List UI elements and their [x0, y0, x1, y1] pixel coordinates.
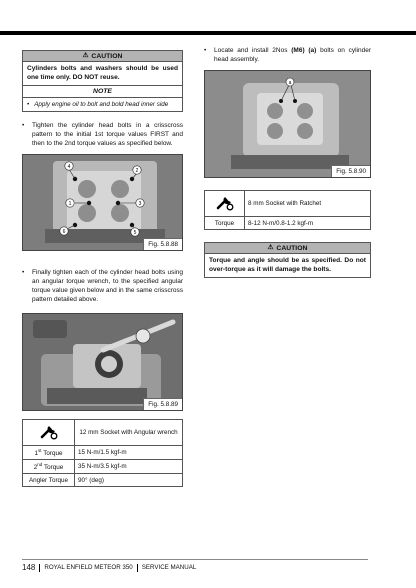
footer-brand: ROYAL ENFIELD METEOR 350 — [44, 564, 133, 571]
cylinder-head-photo — [23, 155, 183, 251]
callout-5: 5 — [133, 229, 137, 236]
tool-icon-cell — [23, 420, 75, 446]
angular-wrench-photo — [23, 314, 183, 411]
wrench-tool-icon — [215, 195, 235, 211]
bolt-torque-table — [204, 190, 371, 230]
caution-title: CAUTION — [276, 244, 308, 252]
ordinal-number: 1 — [34, 450, 39, 458]
step-tighten-crisscross — [22, 121, 183, 148]
torque-label — [23, 460, 75, 474]
torque-value: 15 N-m/1.5 kgf-m — [75, 446, 183, 460]
caution-header — [204, 242, 371, 254]
note-title: NOTE — [22, 86, 183, 98]
ordinal-suffix: nd — [37, 462, 43, 468]
tool-icon-cell — [205, 191, 245, 217]
warning-triangle-icon: ⚠ — [82, 51, 89, 59]
warning-triangle-icon: ⚠ — [267, 243, 274, 251]
torque-value: 35 N-m/3.5 kgf-m — [75, 460, 183, 474]
torque-label: Torque — [205, 217, 245, 230]
header-rule — [0, 31, 416, 35]
table-row — [23, 460, 183, 474]
caution-title: CAUTION — [91, 52, 123, 60]
right-column — [204, 46, 371, 278]
caution-box-top — [22, 50, 183, 112]
note-bullet: • — [27, 101, 30, 108]
step-angular-torque — [22, 268, 183, 304]
caution-header — [22, 50, 183, 62]
figure-m6-bolts — [204, 70, 371, 178]
step-text-pre: Locate and install 2Nos — [214, 47, 292, 54]
step-text — [214, 46, 371, 64]
step-text: Finally tighten each of the cylinder head bolts using an angular torque wrench, to the specified angular torque value given below and in the same crisscross pattern detailed above. — [32, 269, 183, 303]
caution-box-bottom — [204, 242, 371, 278]
footer-manual: SERVICE MANUAL — [141, 564, 197, 571]
caution-text: Torque and angle should be as specified. Do not over-torque as it will damage the bolts. — [204, 254, 371, 278]
torque-label — [23, 446, 75, 460]
step-text-post: bolts on cylinder head assembly. — [214, 47, 371, 63]
left-column — [22, 50, 183, 487]
figure-bolt-sequence — [22, 154, 183, 251]
torque-label-text: Angler Torque — [28, 476, 69, 484]
bullet-dot: • — [22, 269, 25, 276]
figure-caption: Fig. 5.8.89 — [143, 398, 182, 410]
figure-caption: Fig. 5.8.88 — [143, 238, 182, 250]
table-row — [23, 474, 183, 487]
callout-2: 2 — [135, 167, 139, 174]
callout-3: 3 — [138, 200, 142, 207]
caution-text: Cylinders bolts and washers should be used one time only. DO NOT reuse. — [22, 62, 183, 86]
callout-1: 1 — [68, 200, 72, 207]
table-row — [23, 446, 183, 460]
page-number: 148 — [22, 563, 36, 572]
footer-divider — [137, 564, 138, 572]
tool-name: 12 mm Socket with Angular wrench — [75, 420, 183, 446]
torque-label-text: Torque — [42, 464, 64, 472]
torque-spec-table — [22, 419, 183, 487]
torque-label — [23, 474, 75, 487]
step-text: Tighten the cylinder head bolts in a crisscross pattern to the initial 1st torque values FIRST and then to the 2nd torque values as specified below. — [32, 122, 183, 147]
page-footer — [22, 559, 368, 572]
figure-angular-wrench — [22, 313, 183, 411]
step-text-bold: (M6) (a) — [291, 47, 317, 54]
ordinal-suffix: st — [38, 448, 42, 453]
footer-divider — [39, 564, 40, 572]
wrench-tool-icon — [39, 424, 59, 440]
torque-value: 8-12 N-m/0.8-1.2 kgf-m — [245, 217, 371, 230]
note-text: Apply engine oil to bolt and bold head inner side — [34, 101, 169, 108]
step-install-bolts — [204, 46, 371, 64]
tool-name: 8 mm Socket with Ratchet — [245, 191, 371, 217]
callout-4: 4 — [67, 163, 71, 170]
bullet-dot: • — [204, 47, 207, 54]
figure-caption: Fig. 5.8.90 — [331, 165, 370, 177]
torque-label-text: Torque — [41, 450, 63, 458]
bullet-dot: • — [22, 122, 25, 129]
note-body — [22, 98, 183, 112]
ordinal-number: 2 — [33, 464, 38, 472]
callout-a: a — [288, 79, 292, 86]
table-row — [205, 217, 371, 230]
m6-bolts-photo — [205, 71, 371, 178]
torque-value: 90° (deg) — [75, 474, 183, 487]
callout-6: 6 — [62, 228, 66, 235]
